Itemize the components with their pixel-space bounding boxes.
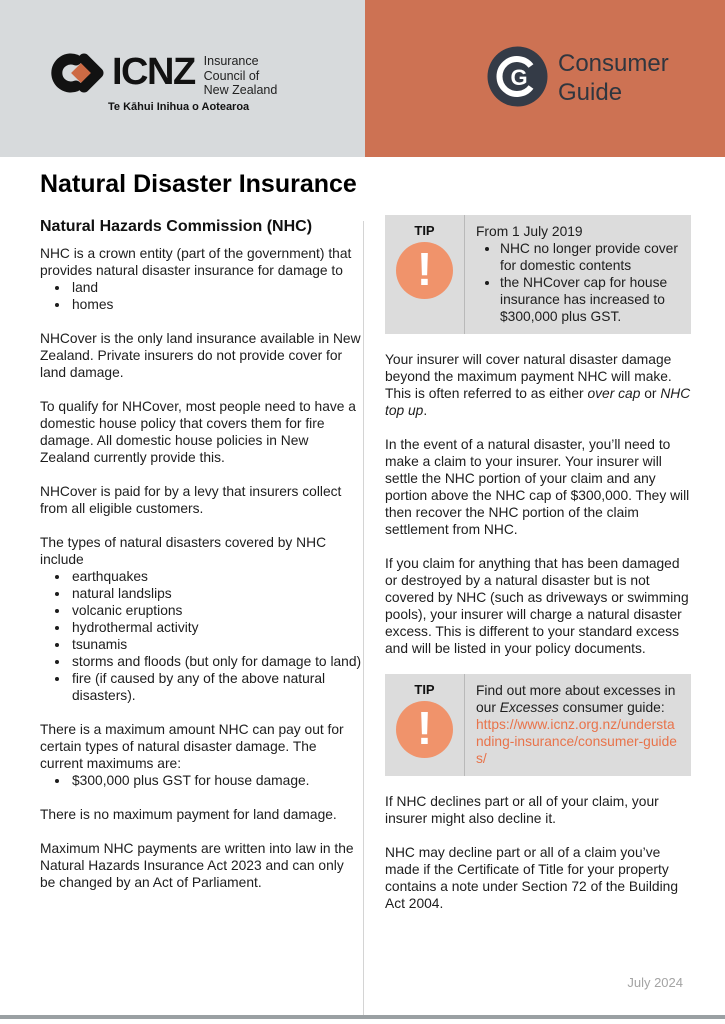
text-run: consumer guide:: [558, 700, 665, 715]
paragraph: To qualify for NHCover, most people need to have a domestic house policy that covers them for fire damage. All domestic house policies in New Zealand currently provide this.: [40, 399, 356, 465]
list-item: • $300,000 plus GST for house damage.: [70, 772, 362, 789]
list-item: • storms and floods (but only for damage to land): [70, 653, 362, 670]
tip-box-2-body: [465, 674, 691, 776]
paragraph: Maximum NHC payments are written into law in the Natural Hazards Insurance Act 2023 and can only be changed by an Act of Parliament.: [40, 841, 354, 890]
paragraph: NHCover is paid for by a levy that insurers collect from all eligible customers.: [40, 484, 342, 516]
exclamation-icon: !: [396, 242, 453, 299]
list-item: • natural landslips: [70, 585, 362, 602]
tip-box-1: [385, 215, 691, 334]
list-item: • NHC no longer provide cover for domestic contents: [500, 240, 681, 274]
consumer-guide-badge-icon: [487, 46, 548, 107]
consumer-guide-label-line: Consumer: [558, 50, 669, 77]
right-column: [385, 215, 691, 929]
section-heading: Natural Hazards Commission (NHC): [40, 218, 313, 235]
list-item: • earthquakes: [70, 568, 362, 585]
left-column: [40, 218, 362, 908]
tip-box-1-body: [465, 215, 691, 334]
consumer-guides-link[interactable]: https://www.icnz.org.nz/understanding-insurance/consumer-guides/: [476, 717, 677, 766]
list-item: • land: [70, 279, 362, 296]
text-run: Your insurer will cover natural disaster damage beyond the maximum payment NHC will make. This is often referred to as either: [385, 352, 672, 401]
bullet-list: [40, 279, 362, 313]
paragraph: If NHC declines part or all of your claim, your insurer might also decline it.: [385, 794, 659, 826]
bullet-list: [40, 568, 362, 704]
paragraph: There is no maximum payment for land damage.: [40, 807, 337, 822]
icnz-logo: [46, 52, 277, 98]
text-run: NHC top up: [385, 386, 691, 418]
header-left-panel: [0, 0, 365, 157]
tip-label: TIP: [414, 223, 435, 238]
brand-name: ICNZ: [112, 51, 195, 93]
tip-box-2: [385, 674, 691, 776]
paragraph: NHC may decline part or all of a claim you’ve made if the Certificate of Title for your property contains a note under Section 72 of the Building Act 2004.: [385, 845, 679, 911]
text-run: Excesses: [499, 700, 559, 715]
page-title: Natural Disaster Insurance: [40, 170, 357, 198]
org-name-line: Council of: [203, 68, 260, 83]
org-name-line: Insurance: [203, 54, 259, 68]
text-run: or: [640, 386, 661, 401]
paragraph: There is a maximum amount NHC can pay out for certain types of natural disaster damage. The current maximums are:: [40, 722, 344, 771]
tip-box-2-left: [385, 674, 464, 776]
paragraph: The types of natural disasters covered by NHC include: [40, 535, 327, 567]
list-item: • hydrothermal activity: [70, 619, 362, 636]
footer-date: July 2024: [627, 975, 683, 990]
icnz-logo-icon: [46, 52, 108, 94]
tip-label: TIP: [414, 682, 435, 697]
bottom-border: [0, 1015, 725, 1019]
consumer-guide-label: [558, 49, 669, 107]
list-item: • homes: [70, 296, 362, 313]
tip-box-1-left: [385, 215, 464, 334]
list-item: • volcanic eruptions: [70, 602, 362, 619]
column-divider: [363, 221, 364, 1015]
exclamation-icon: !: [396, 701, 453, 758]
list-item: • tsunamis: [70, 636, 362, 653]
tip-text: [476, 682, 681, 716]
paragraph: NHC is a crown entity (part of the government) that provides natural disaster insurance for damage to: [40, 246, 352, 278]
consumer-guide-label-line: Guide: [558, 79, 623, 106]
list-item: • the NHCover cap for house insurance has increased to $300,000 plus GST.: [500, 274, 681, 325]
paragraph: NHCover is the only land insurance available in New Zealand. Private insurers do not provide cover for land damage.: [40, 331, 361, 380]
paragraph: In the event of a natural disaster, you’ll need to make a claim to your insurer. Your insurer will settle the NHC portion of your claim and any portion above the NHC cap of $300,000. They will then recover the NHC portion of the claim settlement from NHC.: [385, 437, 690, 537]
maori-tagline: Te Kāhui Inihua o Aotearoa: [108, 101, 250, 113]
paragraph: [385, 351, 691, 419]
text-run: Find out more about excesses in our: [476, 683, 676, 715]
org-name-line: New Zealand: [203, 83, 278, 97]
paragraph: If you claim for anything that has been damaged or destroyed by a natural disaster but is not covered by NHC (such as driveways or swimming pools), your insurer will charge a natural disaster excess. This is different to your standard excess and will be listed in your policy documents.: [385, 556, 689, 656]
bullet-list: [40, 772, 362, 789]
svg-text:G: G: [510, 65, 528, 90]
tip-bullet-list: [476, 240, 681, 325]
list-item: • fire (if caused by any of the above natural disasters).: [70, 670, 362, 704]
text-run: .: [423, 403, 428, 418]
text-run: over cap: [587, 386, 641, 401]
org-name: [204, 52, 278, 98]
tip-intro: From 1 July 2019: [476, 224, 583, 239]
